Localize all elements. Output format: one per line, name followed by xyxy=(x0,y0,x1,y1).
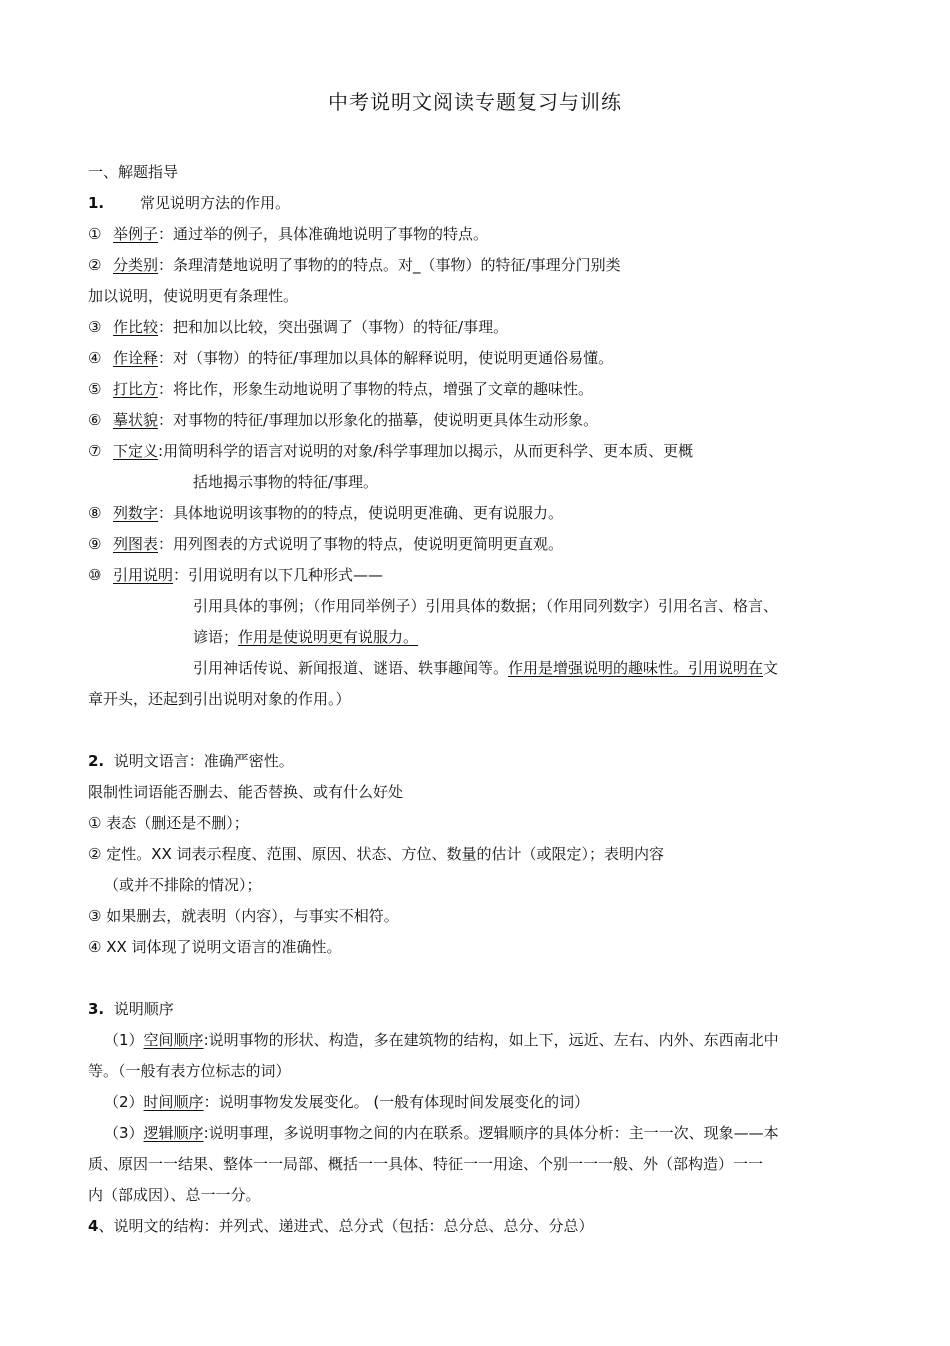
method-term: 举例子 xyxy=(113,225,159,243)
document-title: 中考说明文阅读专题复习与训练 xyxy=(328,90,622,114)
order-item xyxy=(104,1123,779,1143)
s2-point: ② 定性。XX 词表示程度、范围、原因、状态、方位、数量的估计（或限定）；表明内容 xyxy=(88,845,665,863)
s2-point: ④ XX 词体现了说明文语言的准确性。 xyxy=(88,938,342,956)
order-term: 空间顺序 xyxy=(143,1031,204,1049)
s1-heading xyxy=(88,193,290,213)
method-item xyxy=(88,410,598,430)
method-item xyxy=(88,348,613,368)
order-item xyxy=(104,1030,779,1050)
item-mark: ⑩ xyxy=(88,566,102,584)
order-text: :说明事物的形状、构造，多在建筑物的结构，如上下，远近、左右、内外、东西南北中 xyxy=(203,1031,779,1049)
item-mark: ① xyxy=(88,225,102,243)
method-term: 作比较 xyxy=(113,318,159,336)
section-heading: 一、解题指导 xyxy=(88,163,179,181)
quote-form-text: 引用神话传说、新闻报道、谜语、轶事趣闻等。 xyxy=(193,659,509,677)
s2-point: ① 表态（删还是不删）； xyxy=(88,814,249,832)
item-mark: ③ xyxy=(88,318,102,336)
method-text: ：用列图表的方式说明了事物的特点，使说明更简明更直观。 xyxy=(158,535,564,553)
s4-text: 、说明文的结构：并列式、递进式、总分式（包括：总分总、总分、分总） xyxy=(98,1217,594,1235)
method-item xyxy=(88,255,621,275)
item-mark: ⑨ xyxy=(88,535,102,553)
s2-point: ③ 如果删去，就表明（内容），与事实不相符。 xyxy=(88,907,399,925)
method-term: 列数字 xyxy=(113,504,159,522)
s3-number: 3. xyxy=(88,1000,105,1018)
item-mark: ⑥ xyxy=(88,411,102,429)
order-item-continuation: 质、原因一一结果、整体一一局部、概括一一具体、特征一一用途、个别一一一般、外（部构造）一一 xyxy=(88,1155,764,1173)
item-mark: ④ xyxy=(88,349,102,367)
s3-heading-text: 说明顺序 xyxy=(113,1000,174,1018)
method-item xyxy=(88,565,383,585)
item-mark: ② xyxy=(88,256,102,274)
method-item xyxy=(88,317,508,337)
method-term: 列图表 xyxy=(113,535,159,553)
method-item xyxy=(88,534,563,554)
method-item-continuation: 加以说明，使说明更有条理性。 xyxy=(88,287,299,305)
method-text: ：引用说明有以下几种形式—— xyxy=(173,566,384,584)
method-text: ：将比作，形象生动地说明了事物的特点，增强了文章的趣味性。 xyxy=(158,380,594,398)
order-text: ：说明事物发发展变化。 (一般有体现时间发展变化的词） xyxy=(203,1093,590,1111)
quote-form-effect: 作用是增强说明的趣味性。引用说明在 xyxy=(508,659,764,677)
quote-form-line xyxy=(193,658,778,678)
order-number: （2） xyxy=(104,1093,144,1111)
s1-number: 1. xyxy=(88,194,105,212)
method-term: 分类别 xyxy=(113,256,159,274)
method-text: ：通过举的例子，具体准确地说明了事物的特点。 xyxy=(158,225,489,243)
quote-form-text: 谚语； xyxy=(193,628,239,646)
method-term: 打比方 xyxy=(113,380,159,398)
method-text: ：条理清楚地说明了事物的的特点。对_（事物）的特征/事理分门别类 xyxy=(158,256,621,274)
method-item xyxy=(88,379,593,399)
s2-number: 2. xyxy=(88,752,105,770)
quote-form-continuation: 章开头，还起到引出说明对象的作用。） xyxy=(88,690,351,708)
method-term: 引用说明 xyxy=(113,566,174,584)
order-number: （3） xyxy=(104,1124,144,1142)
method-item xyxy=(88,224,488,244)
order-item-continuation: 等。（一般有表方位标志的词） xyxy=(88,1062,291,1080)
method-item xyxy=(88,503,563,523)
quote-form-effect: 作用是使说明更有说服力。 xyxy=(238,628,419,646)
method-text: :用简明科学的语言对说明的对象/科学事理加以揭示，从而更科学、更本质、更概 xyxy=(158,442,694,460)
item-mark: ⑤ xyxy=(88,380,102,398)
method-term: 下定义 xyxy=(113,442,159,460)
method-item-continuation: 括地揭示事物的特征/事理。 xyxy=(193,473,379,491)
order-text: :说明事理，多说明事物之间的内在联系。逻辑顺序的具体分析：主一一次、现象——本 xyxy=(203,1124,779,1142)
quote-form-line: 引用具体的事例；（作用同举例子）引用具体的数据；（作用同列数字）引用名言、格言、 xyxy=(193,597,779,615)
s4-number: 4 xyxy=(88,1217,99,1235)
s3-heading xyxy=(88,999,174,1019)
order-item xyxy=(104,1092,589,1112)
s2-point-continuation: （或并不排除的情况）； xyxy=(104,876,262,894)
s1-heading-text: 常见说明方法的作用。 xyxy=(140,194,291,212)
order-number: （1） xyxy=(104,1031,144,1049)
method-term: 作诠释 xyxy=(113,349,159,367)
quote-form-line xyxy=(193,627,418,647)
method-text: ：对（事物）的特征/事理加以具体的解释说明，使说明更通俗易懂。 xyxy=(158,349,614,367)
order-term: 时间顺序 xyxy=(143,1093,204,1111)
item-mark: ⑧ xyxy=(88,504,102,522)
s2-subheading: 限制性词语能否删去、能否替换、或有什么好处 xyxy=(88,783,404,801)
s2-heading-text: 说明文语言：准确严密性。 xyxy=(113,752,294,770)
quote-form-text: 文 xyxy=(763,659,779,677)
method-term: 摹状貌 xyxy=(113,411,159,429)
method-item xyxy=(88,441,693,461)
s4-line xyxy=(88,1216,593,1236)
method-text: ：具体地说明该事物的的特点，使说明更准确、更有说服力。 xyxy=(158,504,564,522)
method-text: ：把和加以比较，突出强调了（事物）的特征/事理。 xyxy=(158,318,509,336)
order-item-continuation: 内（部成因）、总一一分。 xyxy=(88,1186,261,1204)
item-mark: ⑦ xyxy=(88,442,102,460)
s2-heading xyxy=(88,751,294,771)
method-text: ：对事物的特征/事理加以形象化的描摹，使说明更具体生动形象。 xyxy=(158,411,599,429)
order-term: 逻辑顺序 xyxy=(143,1124,204,1142)
